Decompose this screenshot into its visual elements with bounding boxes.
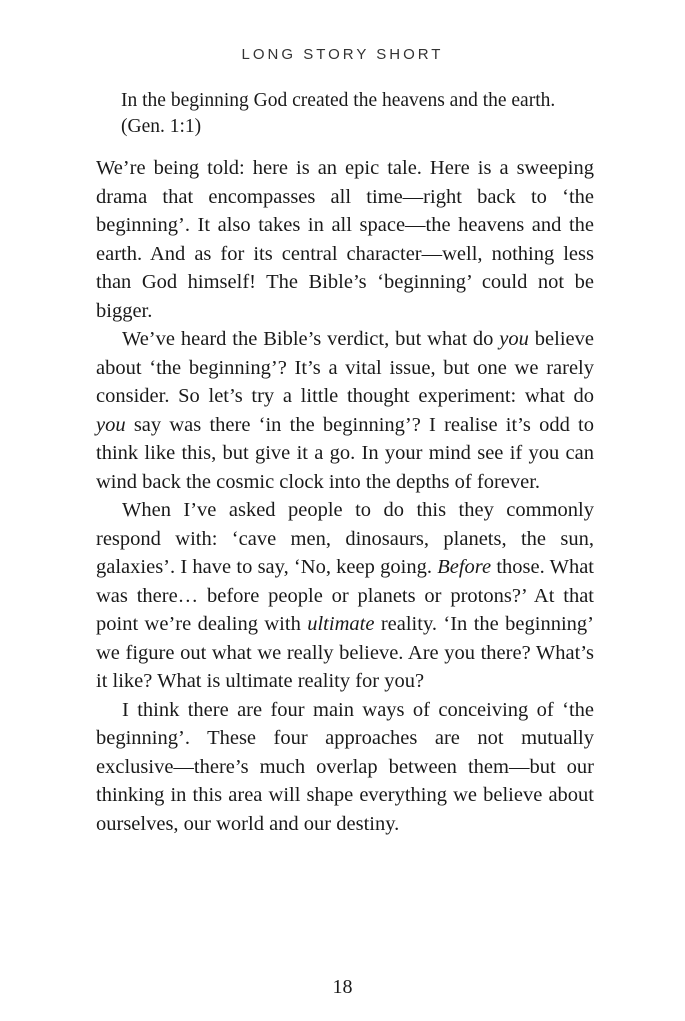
paragraph-2 — [96, 325, 594, 496]
body-text — [96, 154, 594, 838]
italic-emphasis: Before — [437, 556, 492, 578]
text-run: I think there are four main ways of conceiving of ‘the beginning’. These four approaches are not mutually exclusive—there’s much overlap between them—but our thinking in this area will shape everything we believe about ourselves, our world and our destiny. — [96, 698, 594, 835]
text-run: When I’ve asked people to do this they commonly respond with: ‘cave men, dinosaurs, planets, the sun, galaxies’. I have to say, ‘No, keep going. — [96, 499, 594, 578]
text-run: We’ve heard the Bible’s verdict, but what do — [122, 328, 500, 350]
text-run: say was there ‘in the beginning’? I realise it’s odd to think like this, but give it a go. In your mind see if you can wind back the cosmic clock into the depths of forever. — [96, 413, 594, 493]
epigraph-quote: In the beginning God created the heavens and the earth. (Gen. 1:1) — [121, 90, 556, 137]
text-run: those. What was there… before people or planets or protons?’ At that point we’re dealing with — [96, 556, 595, 635]
text-run: reality. ‘In the beginning’ we figure out what we really believe. Are you there? What’s it like? What is ultimate reality for you? — [96, 613, 594, 692]
text-run: believe about ‘the beginning’? It’s a vital issue, but one we rarely consider. So let’s try a little thought experiment: what do — [96, 328, 594, 407]
italic-emphasis: you — [96, 413, 126, 436]
paragraph-4 — [96, 696, 594, 839]
text-run: We’re being told: here is an epic tale. Here is a sweeping drama that encompasses all time—right back to ‘the beginning’. It also takes in all space—the heavens and the earth. And as for its central character—well, nothing less than God himself! The Bible’s ‘beginning’ could not be bigger. — [96, 157, 594, 322]
paragraph-1 — [96, 154, 594, 325]
italic-emphasis: you — [499, 328, 529, 350]
page-number: 18 — [332, 976, 353, 998]
italic-emphasis: ultimate — [307, 613, 375, 635]
running-head: LONG STORY SHORT — [241, 46, 444, 63]
paragraph-3 — [96, 496, 594, 696]
